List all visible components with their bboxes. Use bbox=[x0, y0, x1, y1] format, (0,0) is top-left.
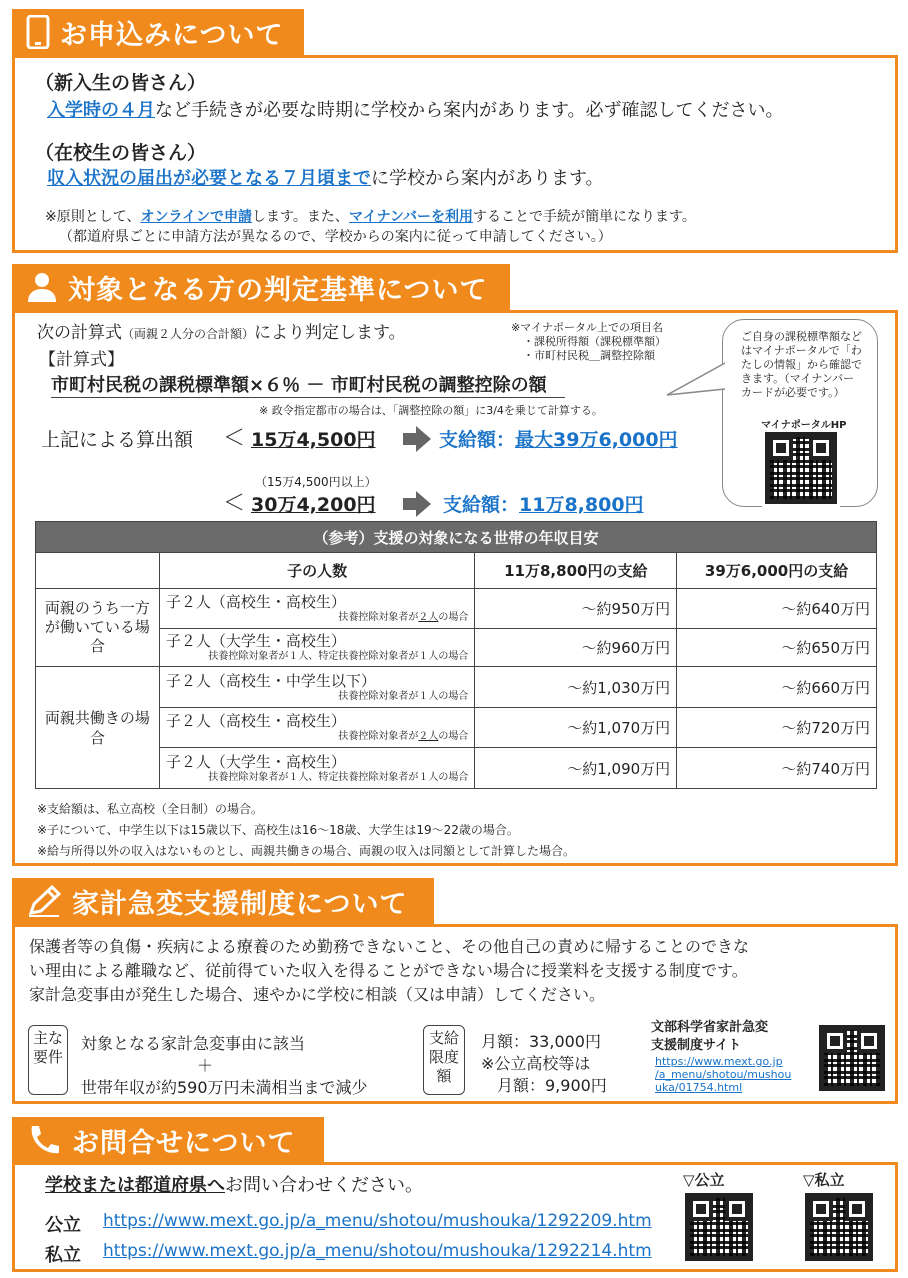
private-contact-link[interactable]: https://www.mext.go.jp/a_menu/shotou/mushouka/1292214.htm bbox=[103, 1241, 652, 1261]
portal-hp-label: マイナポータルHP bbox=[761, 420, 847, 431]
less-than-2: ＜ bbox=[223, 491, 246, 516]
seirei-note: ※ 政令指定都市の場合は、「調整控除の額」に3/4を乗じて計算する。 bbox=[259, 404, 603, 417]
prefecture-note: （都道府県ごとに申請方法が異なるので、学校からの案内に従って申請してください。） bbox=[59, 229, 612, 245]
table-row: 子２人（高校生・高校生） 扶養控除対象者が２人の場合 ～約1,070万円 ～約720万円 bbox=[36, 708, 877, 748]
above-note: （15万4,500円以上） bbox=[255, 475, 377, 489]
contact-lead: 学校または都道府県へお問い合わせください。 bbox=[45, 1175, 423, 1196]
bubble-tail bbox=[665, 359, 727, 409]
myportal-note: ※マイナポータル上での項目名 ・課税所得額（課税標準額） ・市町村民税＿調整控除額 bbox=[511, 321, 666, 362]
smartphone-icon bbox=[26, 15, 50, 49]
current-students-heading: （在校生の皆さん） bbox=[35, 142, 207, 164]
income-reference-table bbox=[35, 521, 877, 789]
criteria-footnotes: ※支給額は、私立高校（全日制）の場合。 ※子について、中学生以下は15歳以下、高校生は16～18歳、大学生は19～22歳の場合。 ※給与所得以外の収入はないものとし、両親共働きの場合、両親の収入は同額として計算した場合。 bbox=[37, 802, 576, 858]
threshold-2: 30万4,200円 bbox=[251, 494, 376, 516]
mext-site-title: 文部科学省家計急変 支援制度サイト bbox=[651, 1020, 769, 1053]
group-single-income: 両親のうち一方が働いている場合 bbox=[36, 589, 160, 667]
arrow-right-icon bbox=[403, 491, 431, 517]
phone-icon bbox=[26, 1123, 62, 1157]
public-label: 公立 bbox=[45, 1215, 81, 1236]
application-box bbox=[12, 55, 898, 253]
private-label: 私立 bbox=[45, 1245, 81, 1266]
requirements-tag: 主な 要件 bbox=[28, 1025, 68, 1095]
sudden-change-box bbox=[12, 924, 898, 1104]
col-children: 子の人数 bbox=[159, 553, 475, 589]
public-qr-label: ▽公立 bbox=[683, 1171, 725, 1189]
group-dual-income: 両親共働きの場合 bbox=[36, 667, 160, 789]
table-row: 両親のうち一方が働いている場合 子２人（高校生・高校生） 扶養控除対象者が２人の場合 ～約950万円 ～約640万円 bbox=[36, 589, 877, 629]
threshold-1: 15万4,500円 bbox=[251, 429, 376, 451]
section-header-sudden-change bbox=[12, 878, 434, 924]
person-icon bbox=[26, 271, 58, 303]
bubble-text: ご自身の課税標準額などはマイナポータルで「わたしの情報」から確認できます。（マイナンバーカードが必要です。） bbox=[741, 330, 862, 399]
private-qr-code[interactable] bbox=[805, 1193, 873, 1261]
formula-label: 【計算式】 bbox=[39, 350, 124, 370]
pencil-icon bbox=[26, 884, 62, 918]
online-note: ※原則として、オンラインで申請します。また、マイナンバーを利用することで手続が簡単になります。 bbox=[45, 209, 696, 225]
table-row: 子２人（大学生・高校生） 扶養控除対象者が１人、特定扶養控除対象者が１人の場合 ～約960万円 ～約650万円 bbox=[36, 629, 877, 667]
section-title: お問合せについて bbox=[72, 1127, 296, 1159]
public-qr-code[interactable] bbox=[685, 1193, 753, 1261]
section-title: お申込みについて bbox=[60, 19, 284, 51]
plus-sign: ＋ bbox=[197, 1056, 214, 1075]
arrow-right-icon bbox=[403, 426, 431, 452]
limit-tag: 支給 限度 額 bbox=[423, 1025, 465, 1095]
section-header-criteria bbox=[12, 264, 510, 310]
section-header-application bbox=[12, 9, 304, 55]
col-396000: 39万6,000円の支給 bbox=[677, 553, 877, 589]
payment-2: 支給額：11万8,800円 bbox=[443, 494, 644, 516]
current-students-text: 収入状況の届出が必要となる７月頃までに学校から案内があります。 bbox=[47, 168, 604, 189]
sudden-change-description: 保護者等の負傷・疾病による療養のため勤務できないこと、その他自己の責めに帰することのできな い理由による離職など、従前得ていた収入を得ることができない場合に授業料を支援する制度です。 家計急変事由が発生した場合、速やかに学校に相談（又は申請）してください。 bbox=[29, 937, 750, 1004]
calc-label: 上記による算出額 bbox=[41, 429, 194, 451]
table-row: 子２人（大学生・高校生） 扶養控除対象者が１人、特定扶養控除対象者が１人の場合 ～約1,090万円 ～約740万円 bbox=[36, 748, 877, 789]
criteria-intro: 次の計算式（両親２人分の合計額）により判定します。 bbox=[37, 323, 406, 343]
myportal-qr-code[interactable] bbox=[765, 432, 837, 504]
requirement-1: 対象となる家計急変事由に該当 bbox=[81, 1034, 306, 1053]
new-students-link[interactable]: 入学時の４月 bbox=[47, 100, 155, 121]
mext-sudden-change-link[interactable]: https://www.mext.go.jp /a_menu/shotou/mushou uka/01754.html bbox=[655, 1055, 792, 1094]
current-students-link[interactable]: 収入状況の届出が必要となる７月頃まで bbox=[47, 168, 371, 189]
section-title: 対象となる方の判定基準について bbox=[68, 274, 488, 306]
new-students-text: 入学時の４月など手続きが必要な時期に学校から案内があります。必ず確認してください。 bbox=[47, 100, 784, 121]
public-contact-link[interactable]: https://www.mext.go.jp/a_menu/shotou/mushouka/1292209.htm bbox=[103, 1211, 652, 1231]
payment-1: 支給額：最大39万6,000円 bbox=[439, 429, 678, 451]
new-students-heading: （新入生の皆さん） bbox=[35, 72, 207, 94]
col-118800: 11万8,800円の支給 bbox=[475, 553, 677, 589]
section-header-contact bbox=[12, 1117, 324, 1163]
section-title: 家計急変支援制度について bbox=[72, 888, 408, 920]
limit-amounts: 月額：33,000円 ※公立高校等は 月額：9,900円 bbox=[481, 1032, 607, 1095]
contact-box bbox=[12, 1162, 898, 1272]
requirement-2: 世帯年収が約590万円未満相当まで減少 bbox=[81, 1078, 368, 1097]
myportal-bubble bbox=[722, 319, 878, 507]
criteria-box bbox=[12, 310, 898, 866]
sudden-change-qr-code[interactable] bbox=[819, 1025, 885, 1091]
less-than-1: ＜ bbox=[223, 426, 246, 451]
private-qr-label: ▽私立 bbox=[803, 1171, 845, 1189]
formula: 市町村民税の課税標準額×６％ － 市町村民税の調整控除の額 bbox=[51, 371, 565, 398]
table-title: （参考）支援の対象になる世帯の年収目安 bbox=[36, 522, 877, 553]
online-link[interactable]: オンラインで申請 bbox=[140, 209, 253, 225]
mynumber-link[interactable]: マイナンバーを利用 bbox=[348, 209, 473, 225]
table-row: 両親共働きの場合 子２人（高校生・中学生以下） 扶養控除対象者が１人の場合 ～約1,030万円 ～約660万円 bbox=[36, 667, 877, 708]
